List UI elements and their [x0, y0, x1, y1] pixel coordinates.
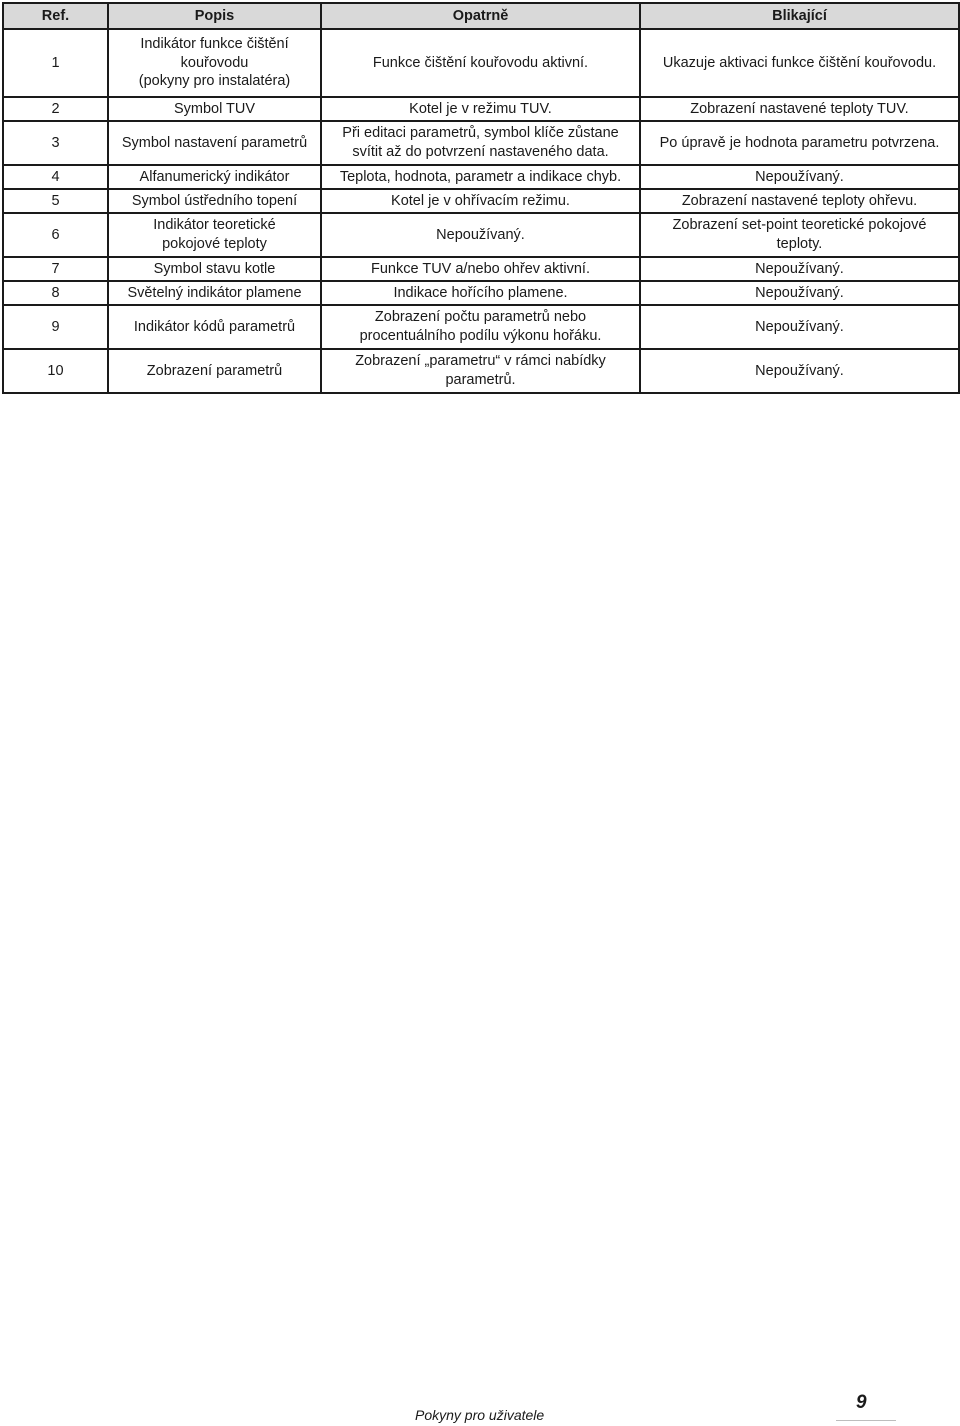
table-row [3, 189, 959, 213]
cell-popis: Alfanumerický indikátor [108, 165, 321, 189]
cell-opatrne: Zobrazení „parametru“ v rámci nabídky parametrů. [321, 349, 640, 393]
cell-ref: 9 [3, 305, 108, 349]
header-blikajici: Blikající [640, 3, 959, 29]
cell-blikajici: Zobrazení nastavené teploty TUV. [640, 97, 959, 121]
header-ref: Ref. [3, 3, 108, 29]
cell-popis: Zobrazení parametrů [108, 349, 321, 393]
table-row [3, 97, 959, 121]
cell-blikajici: Nepoužívaný. [640, 257, 959, 281]
cell-popis: Symbol stavu kotle [108, 257, 321, 281]
cell-opatrne: Při editaci parametrů, symbol klíče zůstane svítit až do potvrzení nastaveného data. [321, 121, 640, 165]
cell-ref: 10 [3, 349, 108, 393]
cell-blikajici: Ukazuje aktivaci funkce čištění kouřovodu. [640, 29, 959, 97]
table-row [3, 257, 959, 281]
cell-opatrne: Funkce čištění kouřovodu aktivní. [321, 29, 640, 97]
cell-popis: Symbol TUV [108, 97, 321, 121]
cell-ref: 3 [3, 121, 108, 165]
cell-popis: Symbol nastavení parametrů [108, 121, 321, 165]
cell-ref: 7 [3, 257, 108, 281]
cell-blikajici: Nepoužívaný. [640, 349, 959, 393]
table-row [3, 165, 959, 189]
cell-popis: Světelný indikátor plamene [108, 281, 321, 305]
cell-opatrne: Kotel je v režimu TUV. [321, 97, 640, 121]
cell-opatrne: Teplota, hodnota, parametr a indikace chyb. [321, 165, 640, 189]
cell-blikajici: Zobrazení nastavené teploty ohřevu. [640, 189, 959, 213]
table-row [3, 213, 959, 257]
cell-ref: 6 [3, 213, 108, 257]
cell-blikajici: Nepoužívaný. [640, 165, 959, 189]
parameters-table [2, 2, 960, 394]
table-row [3, 281, 959, 305]
footer-divider [836, 1420, 896, 1421]
table-header-row [3, 3, 959, 29]
cell-blikajici: Zobrazení set-point teoretické pokojové teploty. [640, 213, 959, 257]
cell-popis: Indikátor funkce čištění kouřovodu (pokyny pro instalatéra) [108, 29, 321, 97]
cell-ref: 5 [3, 189, 108, 213]
cell-opatrne: Nepoužívaný. [321, 213, 640, 257]
cell-ref: 1 [3, 29, 108, 97]
cell-blikajici: Nepoužívaný. [640, 281, 959, 305]
cell-opatrne: Funkce TUV a/nebo ohřev aktivní. [321, 257, 640, 281]
header-opatrne: Opatrně [321, 3, 640, 29]
cell-ref: 8 [3, 281, 108, 305]
cell-popis: Indikátor teoretické pokojové teploty [108, 213, 321, 257]
table-row [3, 121, 959, 165]
cell-opatrne: Kotel je v ohřívacím režimu. [321, 189, 640, 213]
cell-ref: 4 [3, 165, 108, 189]
cell-opatrne: Zobrazení počtu parametrů nebo procentuálního podílu výkonu hořáku. [321, 305, 640, 349]
header-popis: Popis [108, 3, 321, 29]
cell-opatrne: Indikace hořícího plamene. [321, 281, 640, 305]
cell-blikajici: Nepoužívaný. [640, 305, 959, 349]
table-row [3, 29, 959, 97]
table-row [3, 305, 959, 349]
page-number: 9 [856, 1392, 867, 1413]
footer-text: Pokyny pro uživatele [415, 1407, 545, 1423]
cell-blikajici: Po úpravě je hodnota parametru potvrzena. [640, 121, 959, 165]
cell-popis: Symbol ústředního topení [108, 189, 321, 213]
cell-popis: Indikátor kódů parametrů [108, 305, 321, 349]
cell-ref: 2 [3, 97, 108, 121]
table-row [3, 349, 959, 393]
